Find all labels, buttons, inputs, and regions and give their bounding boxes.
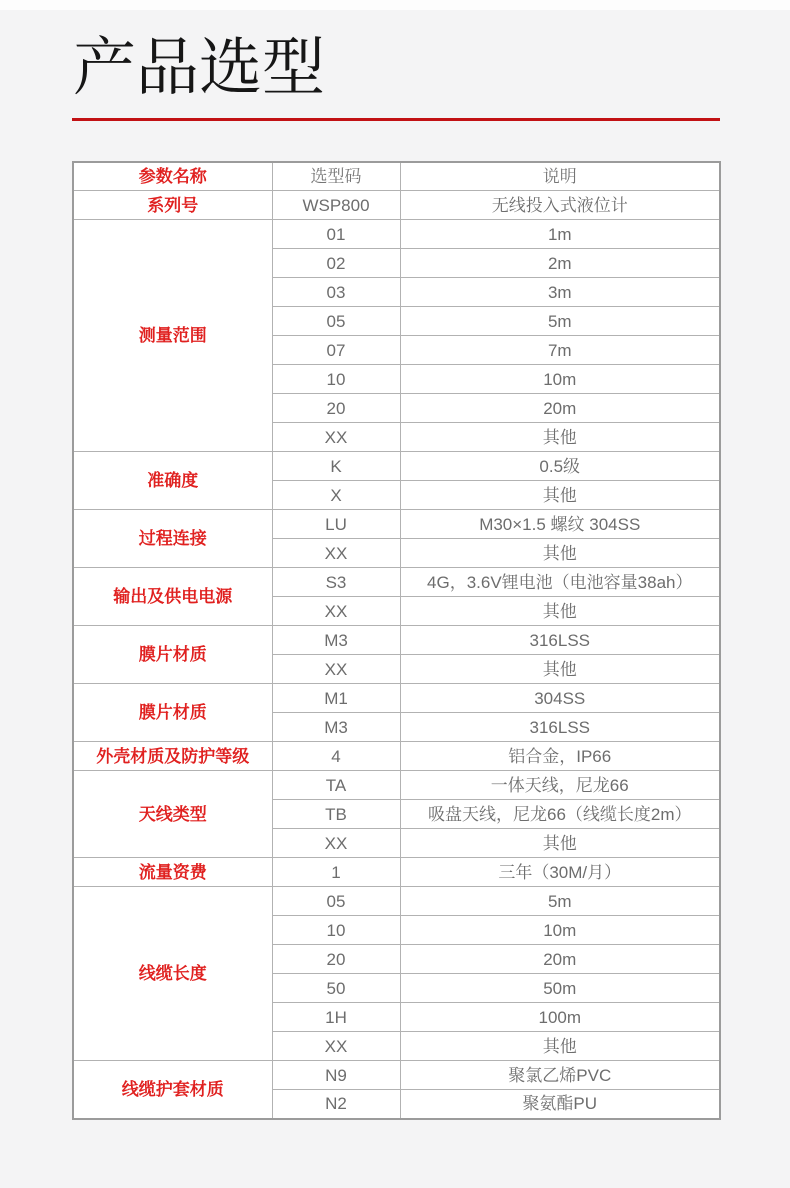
description-cell: 316LSS [400,713,720,742]
description-cell: M30×1.5 螺纹 304SS [400,510,720,539]
table-row [73,858,720,887]
header-description: 说明 [400,162,720,191]
param-name-cell: 流量资费 [73,858,272,887]
description-cell: 5m [400,887,720,916]
selection-code-cell: M3 [272,713,400,742]
description-cell: 5m [400,307,720,336]
selection-code-cell: WSP800 [272,191,400,220]
selection-code-cell: 07 [272,336,400,365]
selection-code-cell: XX [272,829,400,858]
selection-code-cell: XX [272,597,400,626]
selection-code-cell: 03 [272,278,400,307]
selection-code-cell: 02 [272,249,400,278]
description-cell: 其他 [400,597,720,626]
description-cell: 2m [400,249,720,278]
selection-code-cell: 50 [272,974,400,1003]
selection-code-cell: 20 [272,945,400,974]
description-cell: 7m [400,336,720,365]
param-name-cell: 测量范围 [73,220,272,452]
description-cell: 其他 [400,829,720,858]
table-row [73,568,720,597]
description-cell: 304SS [400,684,720,713]
selection-code-cell: 20 [272,394,400,423]
description-cell: 一体天线，尼龙66 [400,771,720,800]
param-name-cell: 膜片材质 [73,684,272,742]
description-cell: 其他 [400,1032,720,1061]
param-name-cell: 线缆长度 [73,887,272,1061]
title-divider [72,118,720,121]
selection-code-cell: 1 [272,858,400,887]
header-param-name: 参数名称 [73,162,272,191]
param-name-cell: 膜片材质 [73,626,272,684]
table-row [73,452,720,481]
description-cell: 100m [400,1003,720,1032]
description-cell: 10m [400,365,720,394]
description-cell: 其他 [400,655,720,684]
param-name-cell: 输出及供电电源 [73,568,272,626]
selection-code-cell: M1 [272,684,400,713]
param-name-cell: 过程连接 [73,510,272,568]
table-row [73,771,720,800]
description-cell: 10m [400,916,720,945]
table-row [73,510,720,539]
param-name-cell: 准确度 [73,452,272,510]
param-name-cell: 外壳材质及防护等级 [73,742,272,771]
description-cell: 三年（30M/月） [400,858,720,887]
table-row [73,626,720,655]
selection-code-cell: 05 [272,887,400,916]
header-selection-code: 选型码 [272,162,400,191]
description-cell: 无线投入式液位计 [400,191,720,220]
selection-code-cell: 05 [272,307,400,336]
selection-code-cell: XX [272,1032,400,1061]
description-cell: 其他 [400,539,720,568]
description-cell: 其他 [400,423,720,452]
table-row [73,684,720,713]
param-name-cell: 线缆护套材质 [73,1061,272,1119]
selection-code-cell: 01 [272,220,400,249]
product-selection-table [72,161,721,1120]
table-row [73,220,720,249]
description-cell: 3m [400,278,720,307]
selection-code-cell: XX [272,655,400,684]
selection-code-cell: LU [272,510,400,539]
description-cell: 其他 [400,481,720,510]
table-header [73,162,720,191]
param-name-cell: 天线类型 [73,771,272,858]
description-cell: 吸盘天线，尼龙66（线缆长度2m） [400,800,720,829]
selection-code-cell: TA [272,771,400,800]
selection-code-cell: 4 [272,742,400,771]
selection-table-body [73,191,720,1119]
table-row [73,887,720,916]
selection-code-cell: XX [272,423,400,452]
description-cell: 铝合金，IP66 [400,742,720,771]
param-name-cell: 系列号 [73,191,272,220]
selection-code-cell: X [272,481,400,510]
table-row [73,742,720,771]
table-row [73,1061,720,1090]
selection-code-cell: K [272,452,400,481]
selection-code-cell: 10 [272,365,400,394]
selection-code-cell: S3 [272,568,400,597]
selection-code-cell: N9 [272,1061,400,1090]
selection-code-cell: XX [272,539,400,568]
table-row [73,191,720,220]
page-title: 产品选型 [73,33,325,103]
selection-code-cell: N2 [272,1090,400,1119]
description-cell: 4G，3.6V锂电池（电池容量38ah） [400,568,720,597]
top-strip [0,0,790,10]
selection-code-cell: M3 [272,626,400,655]
description-cell: 聚氨酯PU [400,1090,720,1119]
description-cell: 0.5级 [400,452,720,481]
selection-code-cell: 10 [272,916,400,945]
description-cell: 50m [400,974,720,1003]
selection-code-cell: 1H [272,1003,400,1032]
selection-code-cell: TB [272,800,400,829]
description-cell: 聚氯乙烯PVC [400,1061,720,1090]
header-row [73,162,720,191]
description-cell: 20m [400,945,720,974]
description-cell: 316LSS [400,626,720,655]
description-cell: 1m [400,220,720,249]
description-cell: 20m [400,394,720,423]
